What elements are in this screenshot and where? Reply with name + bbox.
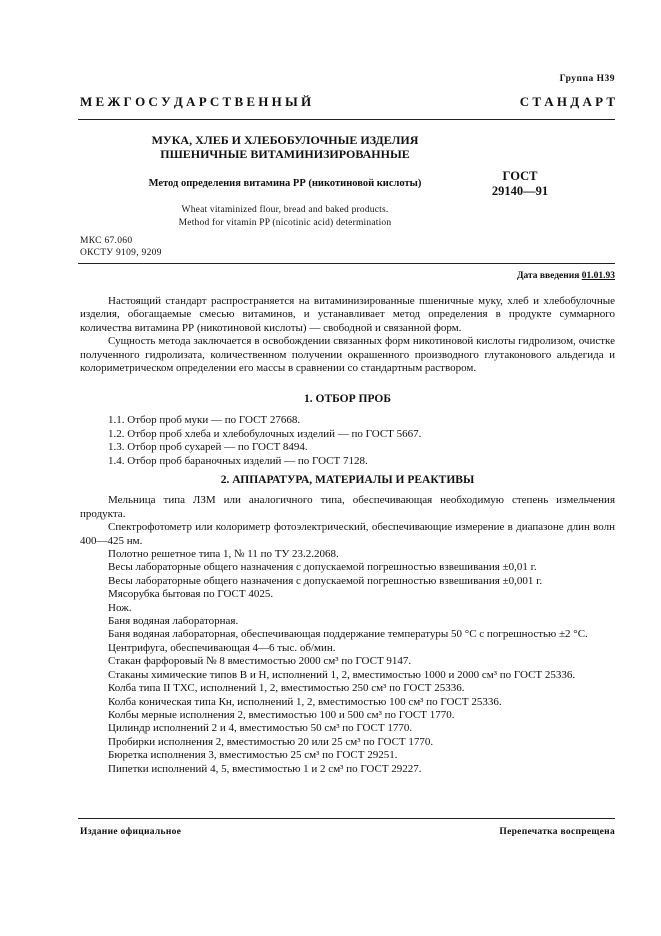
list-item: Полотно решетное типа 1, № 11 по ТУ 23.2.2068. — [108, 548, 339, 561]
document-title — [100, 133, 470, 161]
intro-text — [80, 295, 615, 375]
intro-paragraph: Сущность метода заключается в освобождении связанных форм никотиновой кислоты гидролизом, очистке полученного гидролизата, количественном получении окрашенного производного глутаконового альдегида и колориметрическом определении его массы в сравнении со стандартным раствором. — [80, 335, 615, 375]
list-item: Пробирки исполнения 2, вместимостью 20 или 25 см³ по ГОСТ 1770. — [108, 735, 434, 748]
codes-rule — [78, 263, 615, 264]
intro-date-value: 01.01.93 — [581, 271, 615, 281]
method-subtitle: Метод определения витамина РР (никотиновой кислоты) — [148, 178, 422, 189]
interstate-standard-banner — [80, 95, 615, 108]
section-sampling — [80, 393, 615, 468]
intro-date-label: Дата введения — [516, 271, 580, 281]
list-item: Нож. — [108, 601, 132, 614]
list-item: Стаканы химические типов В и Н, исполнений 1, 2, вместимостью 1000 и 2000 см³ по ГОСТ 25336. — [108, 668, 576, 681]
reprint-prohibited-note: Перепечатка воспрещена — [499, 827, 615, 837]
header-rule — [78, 119, 615, 120]
list-item: Мельница типа ЛЗМ или аналогичного типа, обеспечивающая необходимую степень измельчения продукта. — [80, 494, 615, 520]
list-item: 1.4. Отбор проб бараночных изделий — по ГОСТ 7128. — [108, 454, 368, 467]
gost-number: 29140—91 — [491, 184, 549, 198]
classification-codes — [80, 235, 162, 259]
list-item: Колба типа II ТХС, исполнений 1, 2, вместимостью 250 см³ по ГОСТ 25336. — [108, 682, 465, 695]
english-title-line-1: Wheat vitaminized flour, bread and baked products. — [181, 205, 389, 215]
banner-word-standard: С Т А Н Д А Р Т — [519, 94, 615, 109]
title-line-1: МУКА, ХЛЕБ И ХЛЕБОБУЛОЧНЫЕ ИЗДЕЛИЯ — [151, 133, 419, 147]
gost-designation — [480, 169, 560, 199]
footer-rule — [78, 818, 615, 819]
list-item: Весы лабораторные общего назначения с допускаемой погрешностью взвешивания ±0,01 г. — [108, 561, 537, 574]
section-heading: 1. ОТБОР ПРОБ — [304, 393, 391, 405]
banner-word-interstate: М Е Ж Г О С У Д А Р С Т В Е Н Н Ы Й — [80, 94, 312, 109]
gost-label: ГОСТ — [502, 169, 538, 183]
list-item: Цилиндр исполнений 2 и 4, вместимостью 50 см³ по ГОСТ 1770. — [108, 722, 413, 735]
list-item: 1.1. Отбор проб муки — по ГОСТ 27668. — [108, 414, 301, 427]
mks-code: МКС 67.060 — [80, 236, 133, 246]
section-equipment — [80, 474, 615, 776]
list-item: Баня водяная лабораторная, обеспечивающая поддержание температуры 50 °С с погрешностью ±2 °С. — [108, 628, 588, 641]
list-item: Колба коническая типа Кн, исполнений 1, 2, вместимостью 100 см³ по ГОСТ 25336. — [108, 695, 502, 708]
english-title-line-2: Method for vitamin PP (nicotinic acid) determination — [178, 218, 392, 228]
list-item: Баня водяная лабораторная. — [108, 615, 239, 628]
section-heading: 2. АППАРАТУРА, МАТЕРИАЛЫ И РЕАКТИВЫ — [220, 474, 475, 486]
official-edition-note: Издание официальное — [80, 827, 182, 837]
list-item: Бюретка исполнения 3, вместимостью 25 см³ по ГОСТ 29251. — [108, 749, 398, 762]
list-item: Спектрофотометр или колориметр фотоэлектрический, обеспечивающие измерение в диапазоне длин волн 400—425 нм. — [80, 521, 615, 547]
list-item: 1.3. Отбор проб сухарей — по ГОСТ 8494. — [108, 441, 308, 454]
okstu-code: ОКСТУ 9109, 9209 — [80, 248, 162, 258]
list-item: 1.2. Отбор проб хлеба и хлебобулочных изделий — по ГОСТ 5667. — [108, 427, 422, 440]
english-title — [100, 204, 470, 230]
intro-paragraph: Настоящий стандарт распространяется на витаминизированные пшеничные муку, хлеб и хлебобулочные изделия, обогащаемые смесью витаминов, и устанавливает метод определения в продукте суммарного количества витамина РР (никотиновой кислоты) — свободной и связанной форм. — [80, 295, 615, 334]
list-item: Мясорубка бытовая по ГОСТ 4025. — [108, 588, 274, 601]
list-item: Колбы мерные исполнения 2, вместимостью 100 и 500 см³ по ГОСТ 1770. — [108, 708, 455, 721]
introduction-date — [517, 270, 615, 283]
list-item: Весы лабораторные общего назначения с допускаемой погрешностью взвешивания ±0,001 г. — [108, 574, 543, 587]
title-line-2: ПШЕНИЧНЫЕ ВИТАМИНИЗИРОВАННЫЕ — [160, 147, 410, 161]
list-item: Пипетки исполнений 4, 5, вместимостью 1 и 2 см³ по ГОСТ 29227. — [108, 762, 422, 775]
list-item: Стакан фарфоровый № 8 вместимостью 2000 см³ по ГОСТ 9147. — [108, 655, 412, 668]
list-item: Центрифуга, обеспечивающая 4—6 тыс. об/мин. — [108, 641, 336, 654]
group-code: Группа Н39 — [559, 74, 615, 84]
